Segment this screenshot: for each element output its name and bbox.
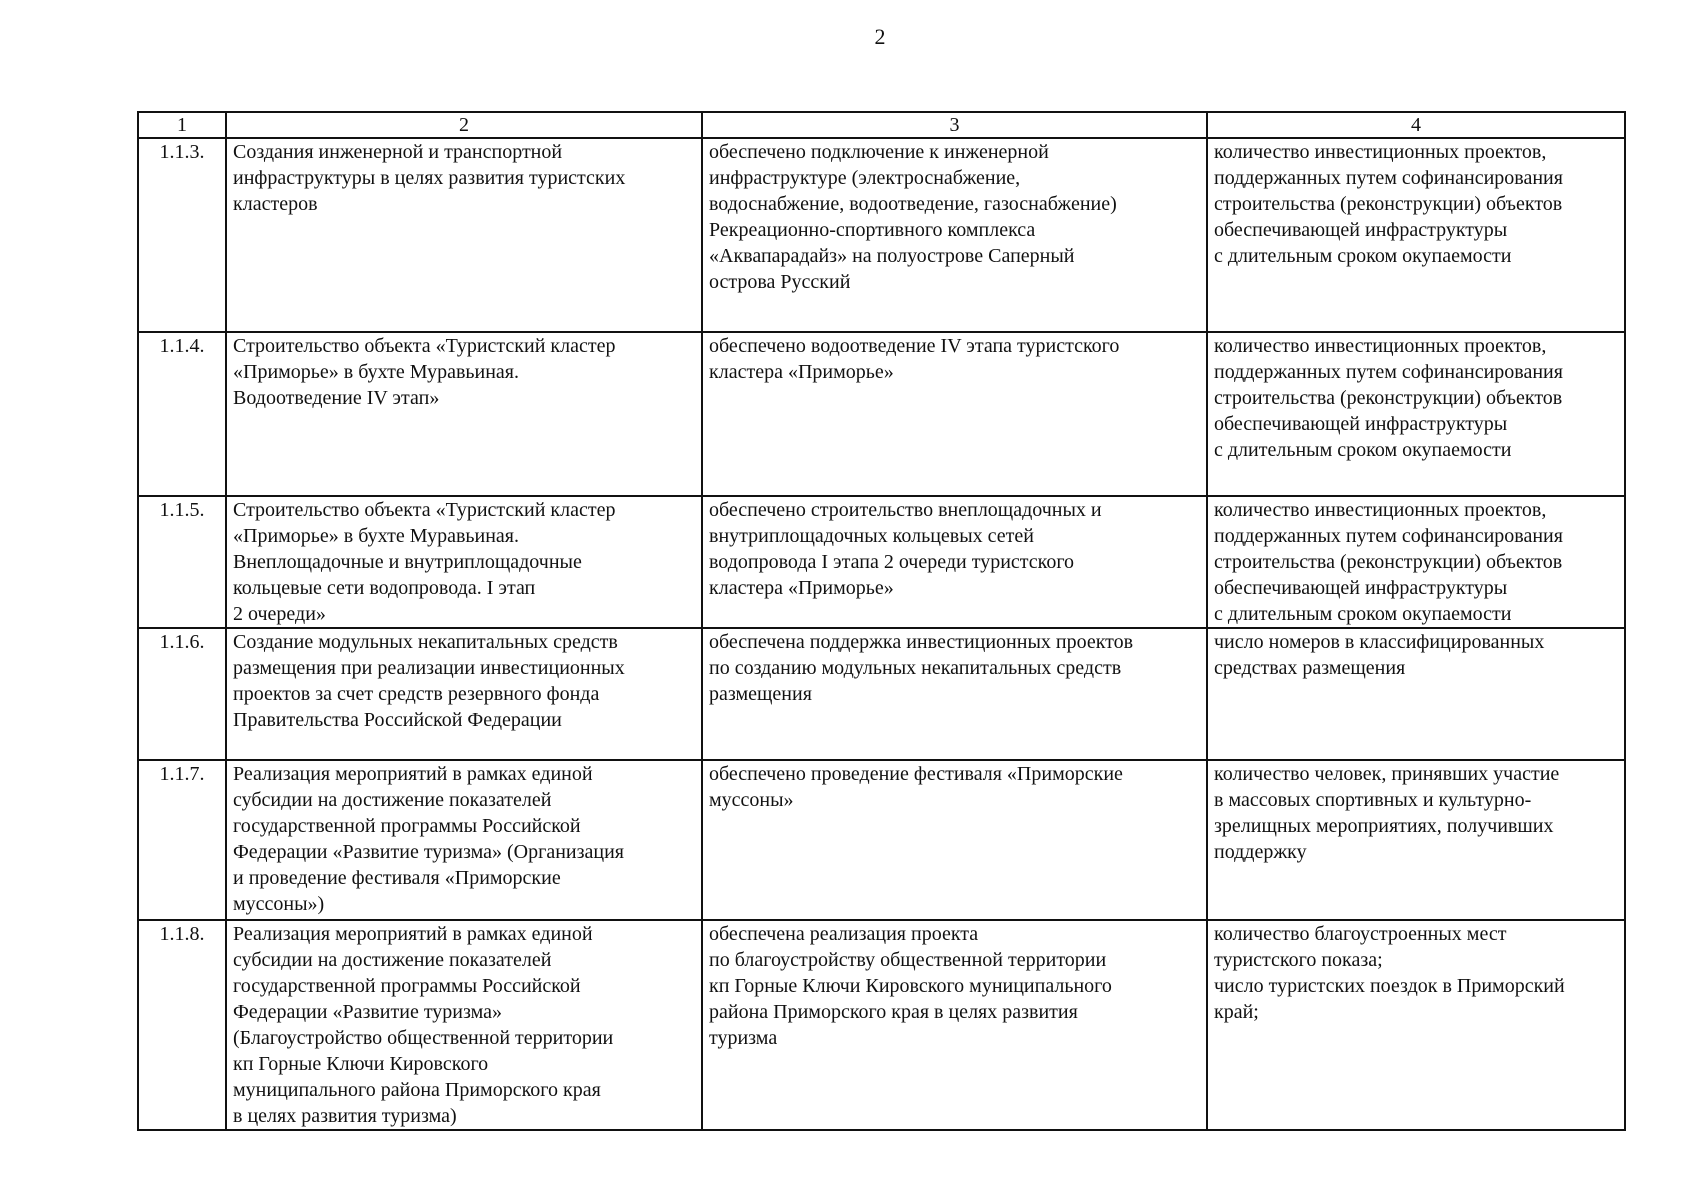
header-col-2: 2 [226, 112, 702, 138]
event-cell: Реализация мероприятий в рамках единой субсидии на достижение показателей государственной программы Российской Федерации «Развитие туризма» (Организация и проведение фестиваля «Приморские муссоны») [226, 760, 702, 920]
result-cell: обеспечено проведение фестиваля «Приморские муссоны» [702, 760, 1207, 920]
result-cell: обеспечено строительство внеплощадочных и внутриплощадочных кольцевых сетей водопровода I этапа 2 очереди туристского кластера «Приморье» [702, 496, 1207, 628]
event-cell: Создание модульных некапитальных средств размещения при реализации инвестиционных проектов за счет средств резервного фонда Правительства Российской Федерации [226, 628, 702, 760]
header-row [138, 112, 1625, 138]
indicator-cell: число номеров в классифицированных средствах размещения [1207, 628, 1625, 760]
row-number: 1.1.3. [138, 138, 226, 332]
table-row [138, 920, 1625, 1130]
table-row [138, 332, 1625, 496]
event-cell: Строительство объекта «Туристский кластер «Приморье» в бухте Муравьиная. Внеплощадочные и внутриплощадочные кольцевые сети водопровода. I этап 2 очереди» [226, 496, 702, 628]
page-number: 2 [874, 24, 886, 49]
indicator-cell: количество инвестиционных проектов, поддержанных путем софинансирования строительства (реконструкции) объектов обеспечивающей инфраструктуры с длительным сроком окупаемости [1207, 332, 1625, 496]
result-cell: обеспечена поддержка инвестиционных проектов по созданию модульных некапитальных средств размещения [702, 628, 1207, 760]
row-number: 1.1.5. [138, 496, 226, 628]
table-body [138, 138, 1625, 1130]
indicator-cell: количество человек, принявших участие в массовых спортивных и культурно- зрелищных мероприятиях, получивших поддержку [1207, 760, 1625, 920]
table-row [138, 496, 1625, 628]
indicator-cell: количество инвестиционных проектов, поддержанных путем софинансирования строительства (реконструкции) объектов обеспечивающей инфраструктуры с длительным сроком окупаемости [1207, 138, 1625, 332]
header-col-4: 4 [1207, 112, 1625, 138]
result-cell: обеспечено подключение к инженерной инфраструктуре (электроснабжение, водоснабжение, водоотведение, газоснабжение) Рекреационно-спортивного комплекса «Аквапарадайз» на полуострове Саперный острова Русский [702, 138, 1207, 332]
result-cell: обеспечена реализация проекта по благоустройству общественной территории кп Горные Ключи Кировского муниципального района Приморского края в целях развития туризма [702, 920, 1207, 1130]
measures-table [137, 111, 1626, 1131]
event-cell: Создания инженерной и транспортной инфраструктуры в целях развития туристских кластеров [226, 138, 702, 332]
header-col-3: 3 [702, 112, 1207, 138]
row-number: 1.1.6. [138, 628, 226, 760]
indicator-cell: количество инвестиционных проектов, поддержанных путем софинансирования строительства (реконструкции) объектов обеспечивающей инфраструктуры с длительным сроком окупаемости [1207, 496, 1625, 628]
result-cell: обеспечено водоотведение IV этапа туристского кластера «Приморье» [702, 332, 1207, 496]
event-cell: Реализация мероприятий в рамках единой субсидии на достижение показателей государственной программы Российской Федерации «Развитие туризма» (Благоустройство общественной территории кп Горные Ключи Кировского муниципального района Приморского края в целях развития туризма) [226, 920, 702, 1130]
indicator-cell: количество благоустроенных мест туристского показа; число туристских поездок в Приморский край; [1207, 920, 1625, 1130]
header-col-1: 1 [138, 112, 226, 138]
row-number: 1.1.7. [138, 760, 226, 920]
row-number: 1.1.4. [138, 332, 226, 496]
table-row [138, 138, 1625, 332]
event-cell: Строительство объекта «Туристский кластер «Приморье» в бухте Муравьиная. Водоотведение IV этап» [226, 332, 702, 496]
table-header [138, 112, 1625, 138]
table-row [138, 760, 1625, 920]
row-number: 1.1.8. [138, 920, 226, 1130]
table-row [138, 628, 1625, 760]
